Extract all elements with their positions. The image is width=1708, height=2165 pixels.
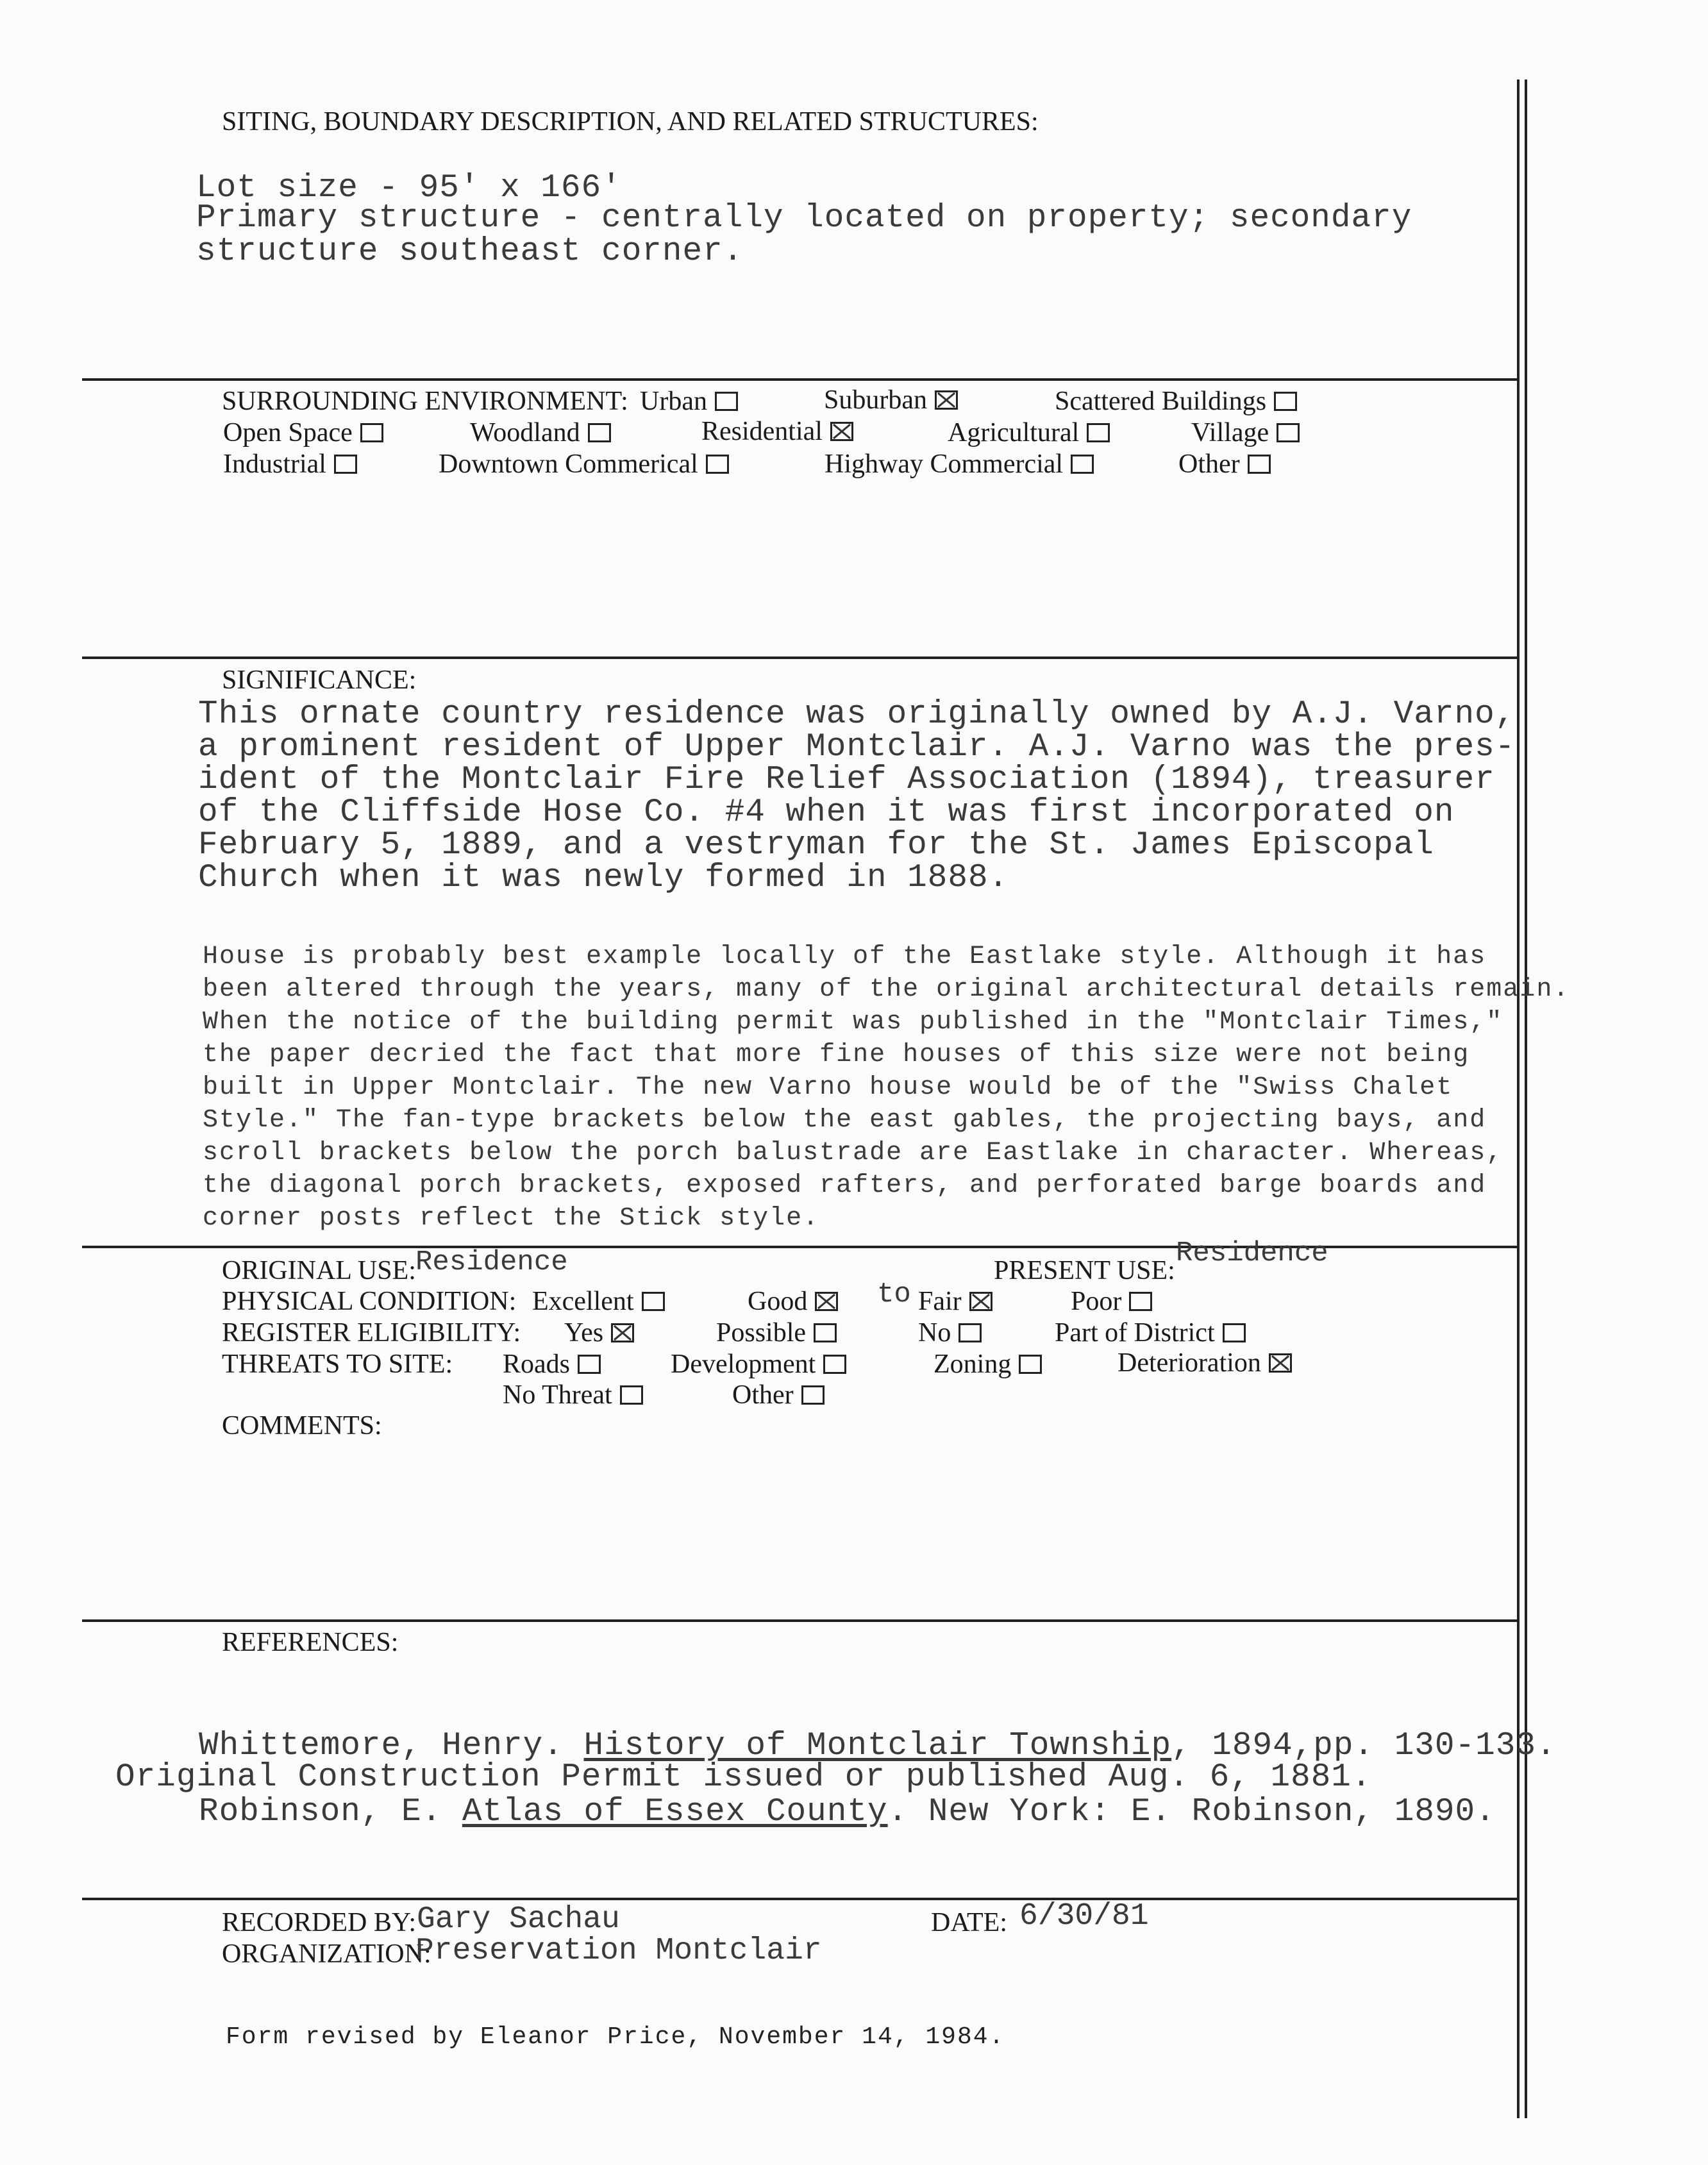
env-other[interactable]: Other — [1178, 449, 1271, 480]
sig-p1-line: ident of the Montclair Fire Relief Association (1894), treasurer — [198, 762, 1495, 798]
significance-paragraph-2 — [203, 942, 1570, 1237]
checkbox[interactable] — [1071, 455, 1094, 474]
checkbox[interactable] — [1274, 392, 1297, 411]
comments-heading: COMMENTS: — [222, 1411, 382, 1441]
siting-line-3: structure southeast corner. — [196, 233, 744, 270]
env-agricultural[interactable]: Agricultural — [948, 417, 1110, 448]
section-divider — [82, 378, 1518, 381]
significance-paragraph-1 — [198, 696, 1516, 896]
threat-roads[interactable]: Roads — [503, 1349, 601, 1380]
env-suburban[interactable]: Suburban — [824, 385, 958, 415]
sig-p1-line: Church when it was newly formed in 1888. — [198, 860, 1009, 896]
recorded-by-label: RECORDED BY: — [222, 1908, 417, 1937]
threats-label: THREATS TO SITE: — [222, 1350, 453, 1379]
checkbox[interactable] — [823, 1355, 846, 1374]
checkbox[interactable] — [1129, 1292, 1152, 1311]
sig-p1-line: of the Cliffside Hose Co. #4 when it was first incorporated on — [198, 794, 1455, 831]
ref3-author: Robinson, E. — [199, 1794, 462, 1830]
present-use-label: PRESENT USE: — [994, 1256, 1175, 1285]
cond-good[interactable]: Good — [748, 1286, 838, 1317]
register-eligibility-label: REGISTER ELIGIBILITY: — [222, 1318, 521, 1348]
checkbox[interactable] — [578, 1355, 601, 1374]
checkbox[interactable] — [706, 455, 729, 474]
elig-possible[interactable]: Possible — [716, 1317, 837, 1348]
siting-line-1: Lot size - 95' x 166' — [196, 170, 622, 206]
checkbox[interactable] — [1277, 423, 1300, 442]
checkbox[interactable] — [715, 392, 738, 411]
recorded-by-value: Gary Sachau — [417, 1902, 620, 1937]
env-urban[interactable]: Urban — [640, 386, 738, 417]
checkbox[interactable] — [1223, 1323, 1246, 1342]
checkbox-checked[interactable] — [935, 390, 958, 410]
sig-p2-line: the paper decried the fact that more fine houses of this size were not being — [203, 1041, 1470, 1069]
checkbox-checked[interactable] — [830, 422, 853, 441]
checkbox[interactable] — [588, 423, 611, 442]
env-scattered-buildings[interactable]: Scattered Buildings — [1055, 386, 1297, 417]
ref1-rest: , 1894,pp. 130-133. — [1171, 1728, 1557, 1764]
env-village[interactable]: Village — [1191, 417, 1300, 448]
sig-p2-line: corner posts reflect the Stick style. — [203, 1204, 820, 1233]
checkbox-checked[interactable] — [969, 1292, 992, 1311]
ref1-title: History of Montclair Township — [583, 1728, 1172, 1764]
checkbox[interactable] — [1019, 1355, 1042, 1374]
elig-no[interactable]: No — [918, 1317, 982, 1348]
organization-value: Preservation Montclair — [415, 1934, 822, 1968]
checkbox[interactable] — [620, 1385, 643, 1405]
checkbox-checked[interactable] — [1269, 1353, 1292, 1373]
section-divider — [82, 1619, 1518, 1622]
reference-3 — [199, 1794, 1496, 1830]
env-open-space[interactable]: Open Space — [223, 417, 383, 448]
checkbox[interactable] — [334, 455, 357, 474]
environment-heading: SURROUNDING ENVIRONMENT: — [222, 387, 628, 416]
sig-p1-line: This ornate country residence was originally owned by A.J. Varno, — [198, 696, 1516, 733]
checkbox[interactable] — [642, 1292, 665, 1311]
sig-p2-line: scroll brackets below the porch balustrade are Eastlake in character. Whereas, — [203, 1139, 1503, 1167]
checkbox[interactable] — [1087, 423, 1110, 442]
threat-deterioration[interactable]: Deterioration — [1118, 1348, 1292, 1378]
threat-no-threat[interactable]: No Threat — [503, 1380, 643, 1410]
original-use-value: Residence — [415, 1246, 568, 1278]
reference-2: Original Construction Permit issued or published Aug. 6, 1881. — [115, 1759, 1372, 1796]
ref3-rest: . New York: E. Robinson, 1890. — [887, 1794, 1496, 1830]
checkbox[interactable] — [801, 1385, 825, 1405]
env-residential[interactable]: Residential — [701, 416, 853, 447]
checkbox[interactable] — [814, 1323, 837, 1342]
cond-fair[interactable]: Fair — [918, 1286, 992, 1317]
checkbox[interactable] — [959, 1323, 982, 1342]
ref1-author: Whittemore, Henry. — [199, 1728, 584, 1764]
env-downtown-commercial[interactable]: Downtown Commerical — [439, 449, 729, 480]
form-revision-note: Form revised by Eleanor Price, November 14, 1984. — [226, 2023, 1005, 2051]
env-woodland[interactable]: Woodland — [470, 417, 611, 448]
env-industrial[interactable]: Industrial — [223, 449, 357, 480]
sig-p1-line: a prominent resident of Upper Montclair. A.J. Varno was the pres- — [198, 729, 1516, 765]
elig-yes[interactable]: Yes — [564, 1317, 634, 1348]
checkbox-checked[interactable] — [815, 1292, 838, 1311]
ref3-title: Atlas of Essex County — [462, 1794, 888, 1830]
present-use-value: Residence — [1176, 1237, 1328, 1269]
physical-condition-label: PHYSICAL CONDITION: — [222, 1287, 517, 1316]
checkbox[interactable] — [1248, 455, 1271, 474]
cond-excellent[interactable]: Excellent — [532, 1286, 665, 1317]
sig-p2-line: the diagonal porch brackets, exposed rafters, and perforated barge boards and — [203, 1171, 1487, 1200]
threat-zoning[interactable]: Zoning — [934, 1349, 1042, 1380]
sig-p2-line: House is probably best example locally of the Eastlake style. Although it has — [203, 942, 1487, 971]
original-use-label: ORIGINAL USE: — [222, 1256, 416, 1285]
sig-p2-line: Style." The fan-type brackets below the east gables, the projecting bays, and — [203, 1106, 1487, 1135]
sig-p2-line: been altered through the years, many of the original architectural details remain. — [203, 975, 1570, 1004]
section-divider — [82, 656, 1518, 659]
cond-poor[interactable]: Poor — [1071, 1286, 1152, 1317]
organization-label: ORGANIZATION: — [222, 1939, 431, 1969]
references-heading: REFERENCES: — [222, 1628, 399, 1657]
threat-other[interactable]: Other — [732, 1380, 825, 1410]
env-highway-commercial[interactable]: Highway Commercial — [825, 449, 1094, 480]
checkbox[interactable] — [360, 423, 383, 442]
siting-line-2: Primary structure - centrally located on property; secondary — [196, 200, 1412, 237]
sig-p2-line: built in Upper Montclair. The new Varno house would be of the "Swiss Chalet — [203, 1073, 1453, 1102]
threat-development[interactable]: Development — [671, 1349, 846, 1380]
siting-heading: SITING, BOUNDARY DESCRIPTION, AND RELATED STRUCTURES: — [222, 107, 1039, 137]
significance-heading: SIGNIFICANCE: — [222, 665, 417, 695]
elig-part-of-district[interactable]: Part of District — [1055, 1317, 1246, 1348]
date-label: DATE: — [931, 1908, 1007, 1937]
checkbox-checked[interactable] — [611, 1323, 634, 1342]
section-divider — [82, 1898, 1518, 1900]
sig-p1-line: February 5, 1889, and a vestryman for the St. James Episcopal — [198, 827, 1434, 864]
cond-to-text: to — [877, 1278, 911, 1310]
sig-p2-line: When the notice of the building permit was published in the "Montclair Times," — [203, 1008, 1503, 1037]
date-value: 6/30/81 — [1019, 1899, 1149, 1934]
